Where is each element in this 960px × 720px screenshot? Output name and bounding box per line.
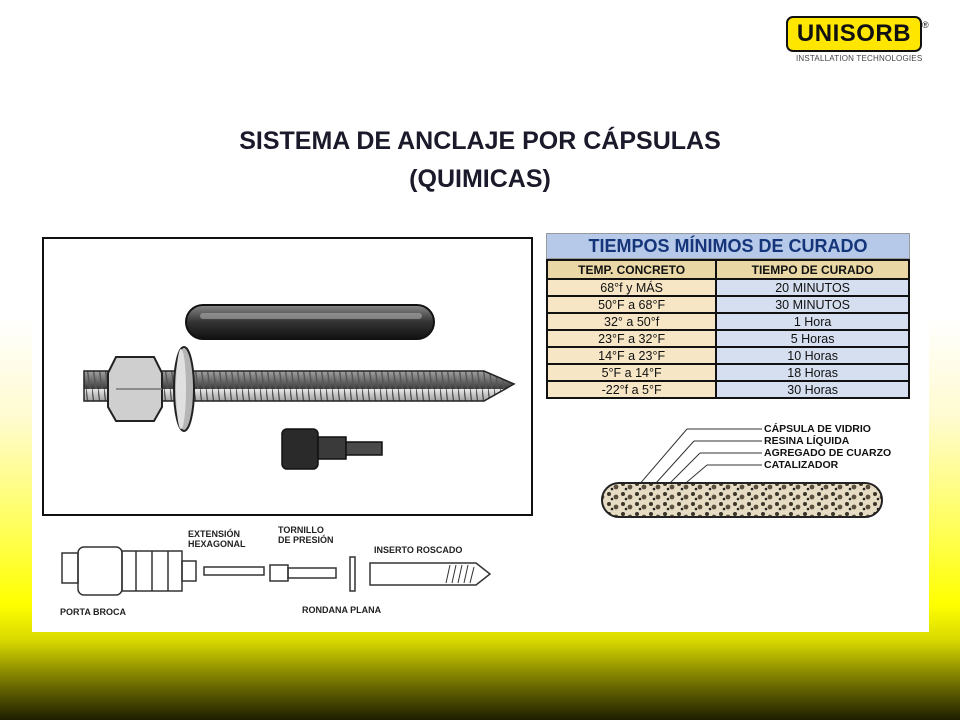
label-inserto-roscado: INSERTO ROSCADO [374,545,463,555]
registered-mark: ® [922,20,929,30]
temp-cell: 23°F a 32°F [547,330,716,347]
time-cell: 30 Horas [716,381,909,398]
label-extension-line1: EXTENSIÓN [188,529,241,539]
curing-table-title: TIEMPOS MÍNIMOS DE CURADO [546,233,910,259]
curing-table [546,259,910,399]
time-cell: 18 Horas [716,364,909,381]
column-header-curing-time: TIEMPO DE CURADO [716,260,909,279]
temp-cell: 50°F a 68°F [547,296,716,313]
logo-subtitle: INSTALLATION TECHNOLOGIES [796,54,923,63]
time-cell: 5 Horas [716,330,909,347]
temp-cell: 5°F a 14°F [547,364,716,381]
table-row [547,330,909,347]
temp-cell: -22°f a 5°F [547,381,716,398]
unisorb-logo [786,16,932,64]
time-cell: 20 MINUTOS [716,279,909,296]
capsule-label-quartz: AGREGADO DE CUARZO [764,447,892,459]
label-porta-broca: PORTA BROCA [60,607,126,617]
table-row [547,364,909,381]
table-row [547,381,909,398]
label-tornillo-line1: TORNILLO [278,525,324,535]
glass-capsule-photo [186,305,434,339]
curing-time-table [546,233,910,411]
threaded-rod-photo [84,347,514,431]
time-cell: 10 Horas [716,347,909,364]
time-cell: 1 Hora [716,313,909,330]
time-cell: 30 MINUTOS [716,296,909,313]
table-row [547,296,909,313]
installation-tool-diagram [52,523,532,629]
content-panel [32,229,929,632]
anchor-kit-photo [42,237,533,516]
table-row [547,347,909,364]
label-extension-line2: HEXAGONAL [188,539,246,549]
temp-cell: 14°F a 23°F [547,347,716,364]
capsule-illustration [592,421,932,521]
capsule-cross-section [592,421,932,521]
page-title [0,122,960,198]
logo-wordmark: UNISORB [786,16,922,52]
label-rondana-plana: RONDANA PLANA [302,605,382,615]
column-header-concrete-temp: TEMP. CONCRETO [547,260,716,279]
label-tornillo-line2: DE PRESIÓN [278,535,334,545]
table-row [547,313,909,330]
hex-driver-photo [282,429,382,469]
title-line-1: SISTEMA DE ANCLAJE POR CÁPSULAS [239,127,721,155]
temp-cell: 32° a 50°f [547,313,716,330]
title-line-2: (QUIMICAS) [409,165,551,193]
capsule-label-glass: CÁPSULA DE VIDRIO [764,423,871,435]
capsule-label-catalyst: CATALIZADOR [764,459,839,471]
capsule-label-resin: RESINA LÍQUIDA [764,435,850,447]
table-row [547,279,909,296]
anchor-kit-illustration [44,239,531,514]
temp-cell: 68°f y MÁS [547,279,716,296]
